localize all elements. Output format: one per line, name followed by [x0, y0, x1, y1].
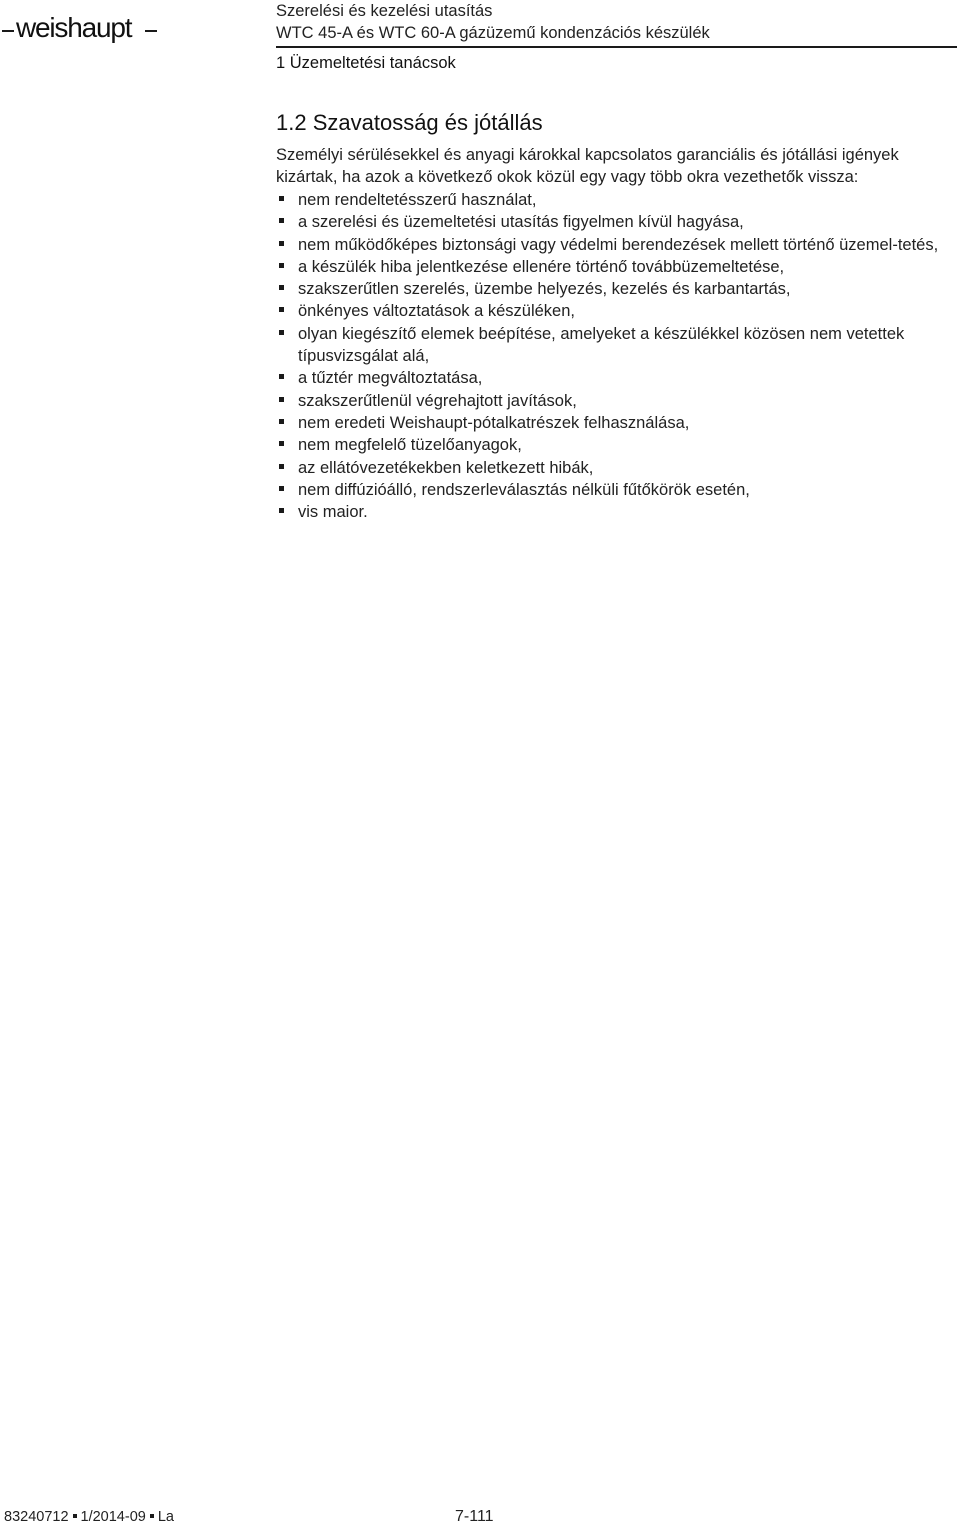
list-item	[276, 367, 960, 389]
square-bullet-icon	[279, 464, 284, 469]
list-item-text: a szerelési és üzemeltetési utasítás figyelmen kívül hagyása,	[298, 213, 744, 232]
list-item	[276, 234, 960, 256]
list-item	[276, 412, 960, 434]
list-item-text: nem eredeti Weishaupt-pótalkatrészek felhasználása,	[298, 413, 690, 432]
chapter-title: 1 Üzemeltetési tanácsok	[276, 54, 456, 72]
list-item-text: nem megfelelő tüzelőanyagok,	[298, 436, 522, 455]
list-item	[276, 390, 960, 412]
square-bullet-icon	[279, 486, 284, 491]
square-bullet-icon	[279, 241, 284, 246]
square-bullet-icon	[279, 263, 284, 268]
logo-dash-right	[145, 30, 157, 32]
author-code: La	[157, 1509, 174, 1525]
document-subtitle: WTC 45-A és WTC 60-A gázüzemű kondenzációs készülék	[276, 24, 710, 42]
list-item-text: vis maior.	[298, 503, 368, 522]
list-item-text: az ellátóvezetékekben keletkezett hibák,	[298, 458, 594, 477]
list-item	[276, 256, 960, 278]
edition: 1/2014-09	[80, 1509, 146, 1525]
weishaupt-logo	[0, 10, 160, 50]
list-item	[276, 211, 960, 233]
logo-text: weishaupt	[16, 12, 132, 43]
list-item	[276, 434, 960, 456]
document-title: Szerelési és kezelési utasítás	[276, 2, 493, 20]
list-item-text: nem működőképes biztonsági vagy védelmi berendezések mellett történő üzemel-tetés,	[298, 235, 939, 254]
document-number: 83240712	[4, 1509, 69, 1525]
list-item-text: nem rendeltetésszerű használat,	[298, 191, 537, 209]
section-intro: Személyi sérülésekkel és anyagi károkkal kapcsolatos garanciális és jótállási igények kizártak, ha azok a következő okok közül egy vagy több okra vezethetők vissza:	[276, 146, 899, 187]
header-divider	[276, 46, 957, 48]
separator-dot-icon	[150, 1514, 154, 1518]
square-bullet-icon	[279, 307, 284, 312]
list-item-text: nem diffúzióálló, rendszerleválasztás nélküli fűtőkörök esetén,	[298, 480, 750, 499]
section-heading: 1.2 Szavatosság és jótállás	[276, 110, 543, 135]
square-bullet-icon	[279, 285, 284, 290]
list-item-text: szakszerűtlen szerelés, üzembe helyezés, kezelés és karbantartás,	[298, 280, 791, 299]
square-bullet-icon	[279, 419, 284, 424]
list-item-text: szakszerűtlenül végrehajtott javítások,	[298, 391, 577, 410]
square-bullet-icon	[279, 330, 284, 335]
logo-dash-left	[2, 30, 14, 32]
page-number: 7-111	[455, 1508, 494, 1525]
list-item-text: a tűztér megváltoztatása,	[298, 369, 483, 388]
square-bullet-icon	[279, 218, 284, 223]
list-item	[276, 300, 960, 322]
list-item	[276, 479, 960, 501]
list-item-text: a készülék hiba jelentkezése ellenére történő továbbüzemeltetése,	[298, 257, 785, 276]
square-bullet-icon	[279, 441, 284, 446]
square-bullet-icon	[279, 397, 284, 402]
list-item-text: önkényes változtatások a készüléken,	[298, 302, 575, 321]
separator-dot-icon	[73, 1514, 77, 1518]
exclusion-list	[276, 189, 960, 523]
list-item	[276, 457, 960, 479]
list-item	[276, 501, 960, 523]
list-item	[276, 323, 960, 368]
list-item-text: olyan kiegészítő elemek beépítése, amelyeket a készülékkel közösen nem vetettek típusvizsgálat alá,	[298, 324, 905, 366]
square-bullet-icon	[279, 196, 284, 201]
list-item	[276, 189, 960, 211]
square-bullet-icon	[279, 374, 284, 379]
square-bullet-icon	[279, 508, 284, 513]
list-item	[276, 278, 960, 300]
footer-document-code	[4, 1508, 174, 1526]
